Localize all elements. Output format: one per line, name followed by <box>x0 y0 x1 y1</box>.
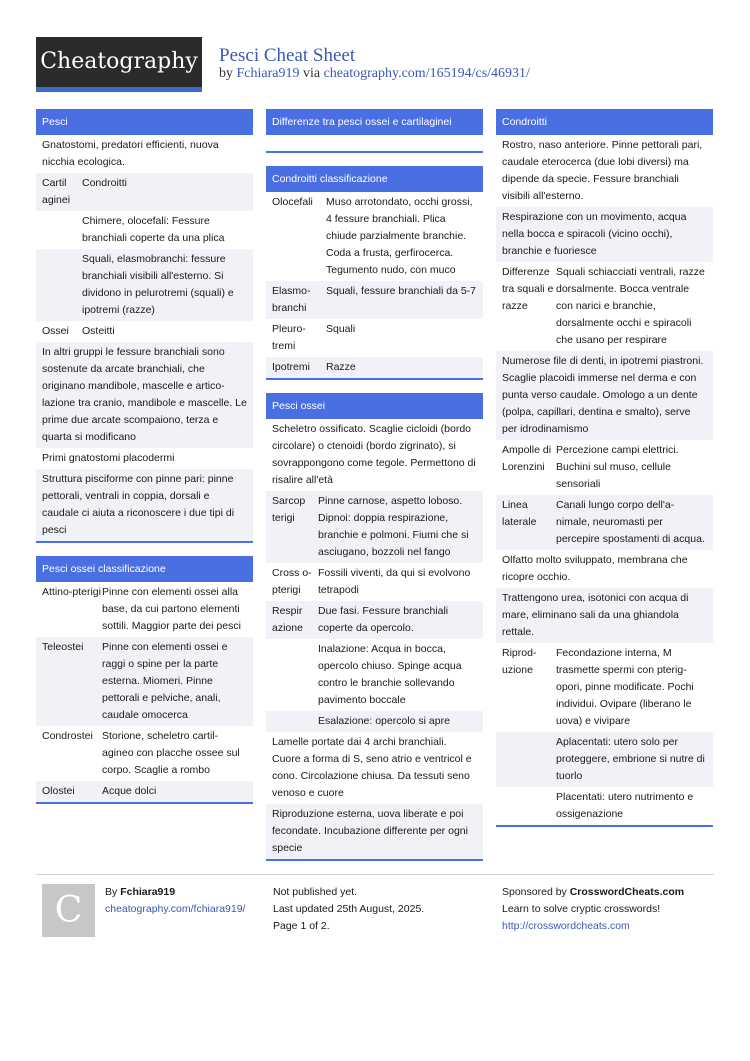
table-row <box>496 262 713 351</box>
sponsor-tagline: Learn to solve cryptic crosswords! <box>502 903 661 915</box>
row-value: Storione, scheletro cartil-agineo con placche ossee sul corpo. Scaglie a rombo <box>102 730 240 776</box>
text-block: Lamelle portate dai 4 archi branchiali. Cuore a forma di S, seno atrio e ventricol e cono. Circolazione chiusa. Da tessuti seno venoso e cuore <box>272 736 472 799</box>
page-number: Page 1 of 2. <box>273 920 330 932</box>
section-title: Pesci <box>36 109 253 135</box>
row-value: Canali lungo corpo dell'a-nimale, neuromasti per percepire spostamenti di acqua. <box>556 499 705 545</box>
text-block: Struttura pisciforme con pinne pari: pinne pettorali, ventrali in coppia, dorsali e caudale ci aiuta a riconoscere i due tipi di pesci <box>36 469 253 541</box>
footer-author <box>105 884 245 918</box>
row-label: Linea laterale <box>502 499 537 528</box>
row-label: Ossei <box>42 325 69 337</box>
table-row <box>266 281 483 319</box>
footer-divider <box>36 874 714 875</box>
section-body <box>266 419 483 859</box>
table-row <box>266 192 483 281</box>
author-avatar[interactable] <box>42 884 95 937</box>
table-row <box>36 726 253 781</box>
section-pesci <box>36 109 253 543</box>
table-row <box>36 249 253 321</box>
table-row <box>496 440 713 495</box>
logo-bar <box>36 87 202 92</box>
column-2 <box>266 109 483 874</box>
row-value: Fossili viventi, da qui si evolvono tetrapodi <box>318 567 471 596</box>
by-label: by <box>219 66 233 81</box>
section-differenze <box>266 109 483 153</box>
section-body <box>36 582 253 802</box>
row-label: Ipotremi <box>272 361 310 373</box>
sponsor-line <box>502 884 684 901</box>
row-label: Pleuro-tremi <box>272 323 306 352</box>
section-condroitti-classificazione <box>266 166 483 380</box>
section-pesci-ossei-classificazione <box>36 556 253 804</box>
table-row <box>266 319 483 357</box>
row-label: Cross o-pterigi <box>272 567 312 596</box>
row-label: Sarcop terigi <box>272 495 306 524</box>
row-value: Osteitti <box>82 325 115 337</box>
sheet-url-link[interactable]: cheatography.com/165194/cs/46931/ <box>323 66 530 81</box>
table-row <box>496 787 713 825</box>
footer-meta <box>273 884 424 935</box>
row-value: Muso arrotondato, occhi grossi, 4 fessure branchiali. Plica chiude parzialmente branchie. Coda a frusta, gerfirocerca. Tegumento nudo, con muco <box>326 196 473 276</box>
row-label <box>272 713 318 730</box>
footer-sponsor <box>502 884 684 935</box>
table-row <box>36 781 253 802</box>
row-label: Differenze tra squali e razze <box>502 266 554 312</box>
row-value: Squali, elasmobranchi: fessure branchiali visibili all'esterno. Si dividono in pelurotremi (squali) e ipotremi (razze) <box>82 253 234 316</box>
avatar-letter: C <box>54 890 83 931</box>
footer-by-line <box>105 884 245 901</box>
section-title: Pesci ossei classificazione <box>36 556 253 582</box>
footer-author-link[interactable]: cheatography.com/fchiara919/ <box>105 903 246 915</box>
row-value: Pinne con elementi ossei alla base, da cui partono elementi sottili. Maggior parte dei pesci <box>102 586 241 632</box>
section-body <box>496 135 713 825</box>
row-label <box>272 641 318 709</box>
section-body <box>266 192 483 378</box>
text-block: Rostro, naso anteriore. Pinne pettorali pari, caudale eterocerca (due lobi diversi) ma dipende da specie. Fessure branchiali visibili all'esterno. <box>502 139 703 202</box>
published-status: Not published yet. <box>273 886 358 898</box>
sponsor-name: CrosswordCheats.com <box>569 886 685 898</box>
row-label: Olocefali <box>272 196 313 208</box>
table-row <box>266 639 483 711</box>
row-value: Due fasi. Fessure branchiali coperte da opercolo. <box>318 605 449 634</box>
row-label: Riprod-uzione <box>502 647 537 676</box>
text-block: Numerose file di denti, in ipotremi piastroni. Scaglie placoidi immerse nel derma e con punta verso caudale. Omologo a un dente (polpa, capillari, dentina e smalto), serve per idrodinamismo <box>496 351 713 440</box>
row-label: Attino-pterigi <box>42 586 101 598</box>
section-body <box>266 135 483 151</box>
table-row <box>496 643 713 732</box>
via-label: via <box>302 66 321 81</box>
sponsored-label: Sponsored by <box>502 886 567 898</box>
row-label <box>42 251 82 319</box>
footer-by-label: By <box>105 886 118 898</box>
table-row <box>36 321 253 342</box>
section-title: Differenze tra pesci ossei e cartilaginei <box>266 109 483 135</box>
last-updated: Last updated 25th August, 2025. <box>273 903 425 915</box>
row-label: Olostei <box>42 785 75 797</box>
text-block: Olfatto molto sviluppato, membrana che ricopre occhio. <box>502 554 688 583</box>
row-value: Squali <box>326 323 356 335</box>
table-row <box>266 711 483 732</box>
table-row <box>496 732 713 787</box>
row-value: Percezione campi elettrici. Buchini sul muso, cellule sensoriali <box>556 444 679 490</box>
row-value: Placentati: utero nutrimento e ossigenazione <box>556 791 694 820</box>
row-value: Aplacentati: utero solo per proteggere, embrione si nutre di tuorlo <box>556 736 705 782</box>
table-row <box>266 491 483 563</box>
section-pesci-ossei <box>266 393 483 861</box>
table-row <box>36 637 253 726</box>
column-3 <box>496 109 713 840</box>
row-label: Respir azione <box>272 605 303 634</box>
sponsor-link[interactable]: http://crosswordcheats.com <box>502 920 630 932</box>
row-label <box>42 213 82 247</box>
row-value: Squali, fessure branchiali da 5-7 <box>326 285 477 297</box>
row-value: Acque dolci <box>102 785 157 797</box>
table-row <box>266 601 483 639</box>
row-value: Chimere, olocefali: Fessure branchiali coperte da una plica <box>82 215 225 244</box>
page-title: Pesci Cheat Sheet <box>219 45 356 66</box>
text-block: Gnatostomi, predatori efficienti, nuova nicchia ecologica. <box>42 139 219 168</box>
row-value: Squali schiacciati ventrali, razze dorsalmente. Bocca ventrale con narici e branchie, dorsalmente occhi e spiracoli che usano per respirare <box>556 266 705 346</box>
section-title: Condroitti <box>496 109 713 135</box>
footer-author-name: Fchiara919 <box>120 886 176 898</box>
author-link[interactable]: Fchiara919 <box>236 66 300 81</box>
logo-text: Cheatography <box>40 49 198 74</box>
section-title: Condroitti classificazione <box>266 166 483 192</box>
row-value: Fecondazione interna, M trasmette spermi con pterig-opori, pinne modificate. Pochi individui. Ovipare (liberano le uova) e vivipare <box>556 647 694 727</box>
table-row <box>266 357 483 378</box>
row-value: Esalazione: opercolo si apre <box>318 715 450 727</box>
section-body <box>36 135 253 541</box>
text-block: Respirazione con un movimento, acqua nella bocca e spiracoli (vicino occhi), branchie e fuoriesce <box>496 207 713 262</box>
row-label <box>502 789 556 823</box>
text-block: Riproduzione esterna, uova liberate e poi fecondate. Incubazione differente per ogni specie <box>266 804 483 859</box>
column-1 <box>36 109 253 817</box>
row-label: Cartil aginei <box>42 177 71 206</box>
section-title: Pesci ossei <box>266 393 483 419</box>
table-row <box>496 495 713 550</box>
row-label <box>502 734 556 785</box>
section-condroitti <box>496 109 713 827</box>
text-block: Primi gnatostomi placodermi <box>42 452 175 464</box>
table-row <box>266 563 483 601</box>
table-row <box>36 211 253 249</box>
row-label: Elasmo-branchi <box>272 285 311 314</box>
row-value: Inalazione: Acqua in bocca, opercolo chiuso. Spinge acqua contro le branchie sollevando pavimento boccale <box>318 643 462 706</box>
row-value: Pinne carnose, aspetto loboso. Dipnoi: doppia respirazione, branchie e polmoni. Fiumi che si asciugano, bozzoli nel fango <box>318 495 469 558</box>
text-block: In altri gruppi le fessure branchiali sono sostenute da arcate branchiali, che originano mandibole, mascelle e artico-lazione tra cranio, mandibole e mascelle. Le prime due arcate scompaiono, terza e quarta si modificano <box>36 342 253 448</box>
cheatography-logo[interactable] <box>36 37 202 92</box>
text-block: Scheletro ossificato. Scaglie cicloidi (bordo circolare) o ctenoidi (bordo zigrinato), si sovrappongono come tegole. Permettono di risalire all'età <box>272 423 476 486</box>
table-row <box>36 582 253 637</box>
subtitle <box>219 66 530 82</box>
table-row <box>36 173 253 211</box>
row-value: Razze <box>326 361 356 373</box>
row-label: Teleostei <box>42 641 84 653</box>
row-value: Pinne con elementi ossei e raggi o spine per la parte esterna. Miomeri. Pinne pettorali e pelviche, anali, caudale omocerca <box>102 641 228 721</box>
text-block: Trattengono urea, isotonici con acqua di mare, eliminano sali da una ghiandola rettale. <box>496 588 713 643</box>
row-label: Ampolle di Lorenzini <box>502 444 552 473</box>
row-value: Condroitti <box>82 177 127 189</box>
row-label: Condrostei <box>42 730 93 742</box>
